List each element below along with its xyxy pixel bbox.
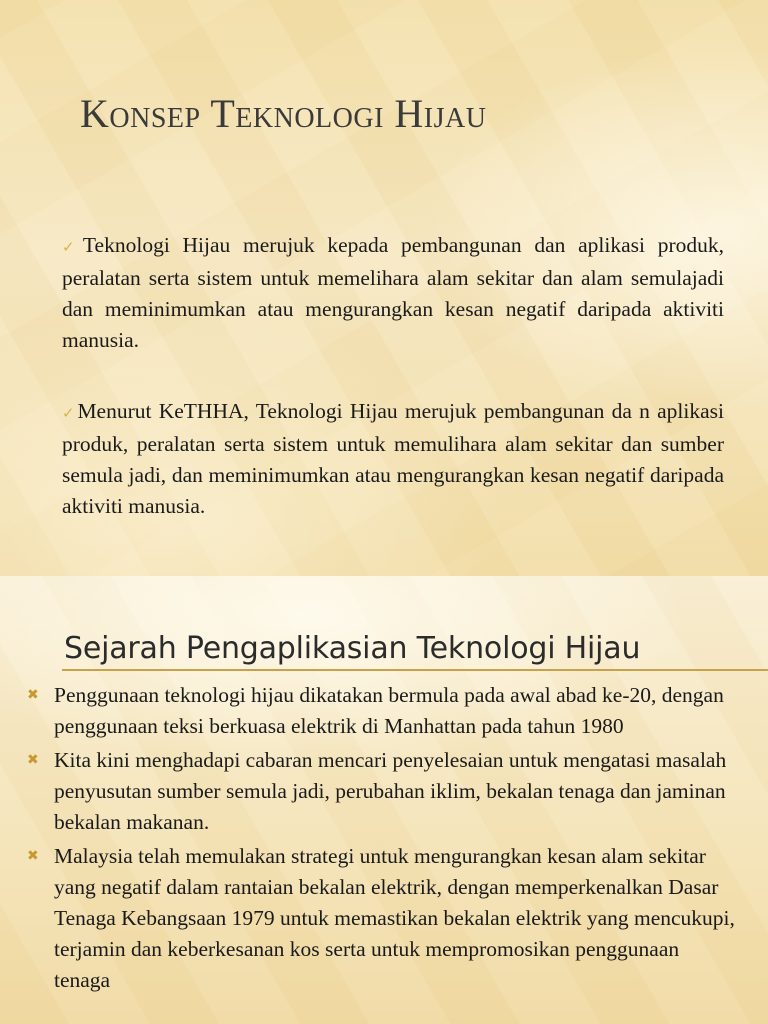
title-underline <box>62 669 768 671</box>
bullet-text: Kita kini menghadapi cabaran mencari penyelesaian untuk mengatasi masalah penyusutan sumber semula jadi, perubahan iklim, bekalan tenaga dan jaminan bekalan makanan. <box>54 748 727 834</box>
slide-2 <box>0 576 768 1024</box>
x-mark-icon: ✖ <box>27 752 39 768</box>
bullet-list <box>0 680 768 999</box>
paragraph-1-text: Teknologi Hijau merujuk kepada pembangunan dan aplikasi produk, peralatan serta sistem untuk memelihara alam sekitar dan alam semulajadi dan meminimumkan atau mengurangkan kesan negatif daripada aktiviti manusia. <box>62 233 724 352</box>
paragraph-2-text: Menurut KeTHHA, Teknologi Hijau merujuk pembangunan da n aplikasi produk, peralatan serta sistem untuk memulihara alam sekitar dan sumber semula jadi, dan meminimumkan atau mengurangkan kesan negatif daripada aktiviti manusia. <box>62 399 724 518</box>
list-item <box>0 745 768 838</box>
slide-1-title: Konsep Teknologi Hijau <box>80 91 487 136</box>
slide-1-paragraph-2 <box>62 396 724 522</box>
slide-1-paragraph-1 <box>62 230 724 356</box>
check-icon: ✓ <box>62 238 82 256</box>
check-icon: ✓ <box>62 404 77 422</box>
slide-2-title: Sejarah Pengaplikasian Teknologi Hijau <box>64 631 641 666</box>
x-mark-icon: ✖ <box>27 848 39 864</box>
list-item <box>0 680 768 742</box>
bullet-text: Penggunaan teknologi hijau dikatakan bermula pada awal abad ke-20, dengan penggunaan teksi berkuasa elektrik di Manhattan pada tahun 1980 <box>54 683 724 738</box>
list-item <box>0 841 768 996</box>
bullet-text: Malaysia telah memulakan strategi untuk mengurangkan kesan alam sekitar yang negatif dalam rantaian bekalan elektrik, dengan memperkenalkan Dasar Tenaga Kebangsaan 1979 untuk memastikan bekalan elektrik yang mencukupi, terjamin dan keberkesanan kos serta untuk mempromosikan penggunaan tenaga <box>54 844 735 992</box>
x-mark-icon: ✖ <box>27 687 39 703</box>
